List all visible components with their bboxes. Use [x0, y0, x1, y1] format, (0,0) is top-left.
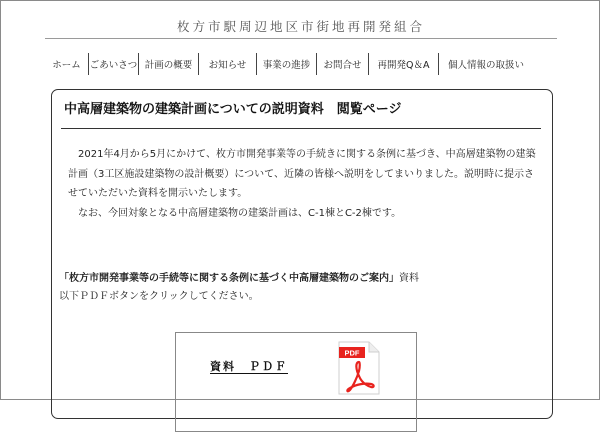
intro-text: [68, 145, 542, 223]
nav-item-faq[interactable]: 再開発Q＆A: [369, 53, 439, 75]
content-panel: [51, 89, 553, 419]
intro-paragraph: なお、今回対象となる中高層建築物の建築計画は、C-1棟とC-2棟です。: [78, 207, 402, 219]
nav-item-contact[interactable]: お問合せ: [317, 53, 369, 75]
guide-instruction: 以下ＰＤＦボタンをクリックしてください。: [59, 291, 259, 302]
guide-title-line: [59, 270, 547, 288]
title-divider: [61, 128, 541, 129]
nav-item-greeting[interactable]: ごあいさつ: [89, 53, 139, 75]
main-nav: [45, 53, 533, 75]
guide-section: [59, 270, 547, 306]
site-title: 枚方市駅周辺地区市街地再開発組合: [176, 19, 425, 34]
guide-title: 「枚方市開発事業等の手続等に関する条例に基づく中高層建築物のご案内」: [59, 273, 399, 284]
pdf-icon-text: PDF: [344, 348, 360, 358]
nav-item-progress[interactable]: 事業の進捗: [257, 53, 317, 75]
nav-item-home[interactable]: ホーム: [45, 53, 89, 75]
nav-item-plan-overview[interactable]: 計画の概要: [139, 53, 199, 75]
header-divider: [45, 38, 557, 39]
pdf-download-box: [175, 332, 417, 432]
intro-paragraph: 2021年4月から5月にかけて、枚方市開発事業等の手続きに関する条例に基づき、中高層建築物の建築計画（3工区施設建築物の設計概要）について、近隣の皆様へ説明をしてまいりました。説明時に提示させていただいた資料を開示いたします。: [68, 149, 536, 199]
pdf-download-link[interactable]: 資料 ＰＤＦ: [210, 360, 288, 373]
pdf-file-icon[interactable]: [338, 341, 380, 395]
nav-item-news[interactable]: お知らせ: [199, 53, 257, 75]
page-title: 中高層建築物の建築計画についての説明資料 閲覧ページ: [64, 102, 402, 117]
nav-item-privacy[interactable]: 個人情報の取扱い: [447, 60, 524, 71]
guide-title-suffix: 資料: [399, 273, 419, 284]
